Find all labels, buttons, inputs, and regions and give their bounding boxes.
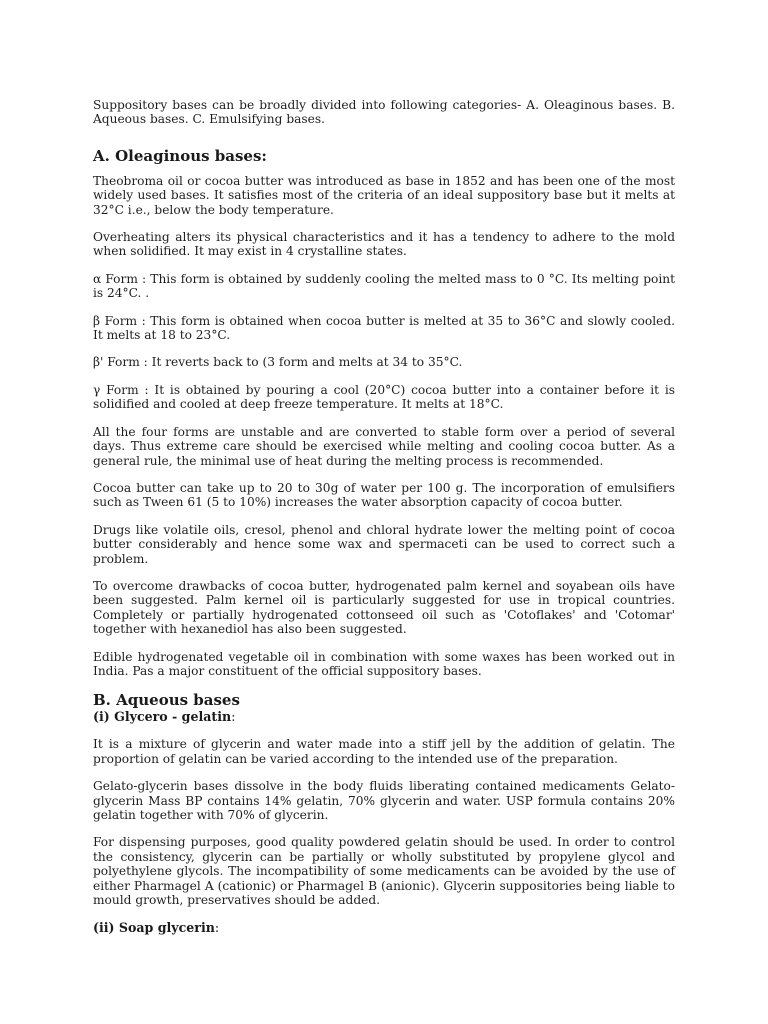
paragraph: Edible hydrogenated vegetable oil in combination with some waxes has been worked out in India. Pas a major constituent of the official suppository bases. bbox=[93, 649, 675, 678]
subsection-title: (i) Glycero - gelatin bbox=[93, 709, 232, 725]
gamma-form-paragraph: γ Form : It is obtained by pouring a cool (20°C) cocoa butter into a container before it is solidified and cooled at deep freeze temperature. It melts at 18°C. bbox=[93, 382, 675, 412]
document-page bbox=[93, 98, 675, 948]
paragraph: Drugs like volatile oils, cresol, phenol and chloral hydrate lower the melting point of cocoa butter considerably and hence some wax and spermaceti can be used to correct such a problem. bbox=[93, 522, 675, 566]
section-a-heading: A. Oleaginous bases: bbox=[93, 146, 267, 165]
paragraph: Theobroma oil or cocoa butter was introduced as base in 1852 and has been one of the most widely used bases. It satisfies most of the criteria of an ideal suppository base but it melts at 32°C i.e., below the body temperature. bbox=[93, 173, 675, 217]
paragraph: All the four forms are unstable and are converted to stable form over a period of several days. Thus extreme care should be exercised while melting and cooling cocoa butter. As a general rule, the minimal use of heat during the melting process is recommended. bbox=[93, 424, 675, 468]
paragraph: For dispensing purposes, good quality powdered gelatin should be used. In order to control the consistency, glycerin can be partially or wholly substituted by propylene glycol and polyethylene glycols. The incompatibility of some medicaments can be avoided by the use of either Pharmagel A (cationic) or Pharmagel B (anionic). Glycerin suppositories being liable to mould growth, preservatives should be added. bbox=[93, 835, 675, 908]
beta-prime-form-paragraph: β' Form : It reverts back to (3 form and melts at 34 to 35°C. bbox=[93, 355, 463, 370]
alpha-form-paragraph: α Form : This form is obtained by suddenly cooling the melted mass to 0 °C. Its melting point is 24°C. . bbox=[93, 271, 675, 301]
subsection-title: (ii) Soap glycerin bbox=[93, 920, 215, 936]
section-b-heading: B. Aqueous bases bbox=[93, 691, 240, 710]
heading-colon: : bbox=[214, 920, 220, 936]
subsection-glycero-gelatin-heading bbox=[93, 709, 675, 724]
paragraph: Overheating alters its physical characteristics and it has a tendency to adhere to the mold when solidified. It may exist in 4 crystalline states. bbox=[93, 230, 675, 259]
subsection-soap-glycerin-heading bbox=[93, 920, 675, 935]
beta-form-paragraph: β Form : This form is obtained when cocoa butter is melted at 35 to 36°C and slowly cooled. It melts at 18 to 23°C. bbox=[93, 313, 675, 343]
heading-colon: : bbox=[231, 709, 236, 725]
paragraph: Cocoa butter can take up to 20 to 30g of water per 100 g. The incorporation of emulsifiers such as Tween 61 (5 to 10%) increases the water absorption capacity of cocoa butter. bbox=[93, 480, 675, 510]
intro-paragraph: Suppository bases can be broadly divided into following categories- A. Oleaginous bases. B. Aqueous bases. C. Emulsifying bases. bbox=[93, 98, 675, 127]
paragraph: To overcome drawbacks of cocoa butter, hydrogenated palm kernel and soyabean oils have been suggested. Palm kernel oil is particularly suggested for use in tropical countries. Completely or partially hydrogenated cottonseed oil such as 'Cotoflakes' and 'Cotomar' together with hexanediol has also been suggested. bbox=[93, 578, 675, 637]
paragraph: Gelato-glycerin bases dissolve in the body fluids liberating contained medicaments Gelato-glycerin Mass BP contains 14% gelatin, 70% glycerin and water. USP formula contains 20% gelatin together with 70% of glycerin. bbox=[93, 779, 675, 822]
paragraph: It is a mixture of glycerin and water made into a stiff jell by the addition of gelatin. The proportion of gelatin can be varied according to the intended use of the preparation. bbox=[93, 737, 675, 766]
